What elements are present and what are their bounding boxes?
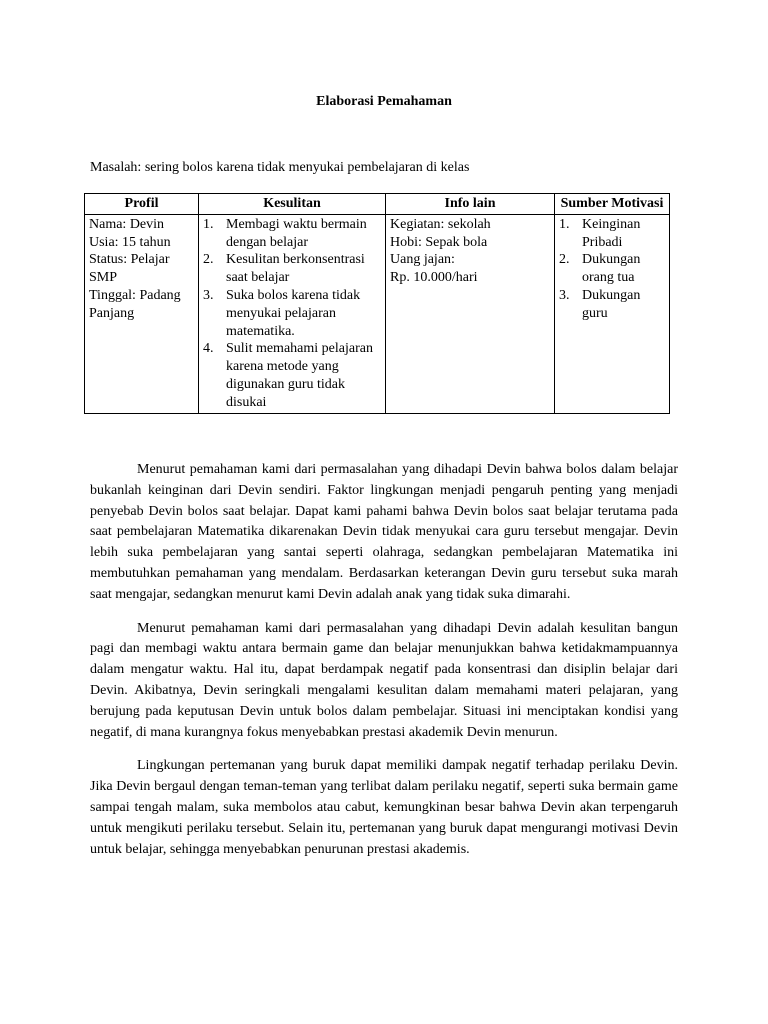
list-item-text: Membagi waktu bermain dengan belajar [226,216,367,250]
profil-line: Usia: 15 tahun [89,234,171,250]
list-item-text: Suka bolos karena tidak menyukai pelajaran matematika. [226,287,361,339]
list-item-text: Keinginan Pribadi [582,216,641,250]
info-line: Uang jajan: [390,252,455,268]
header-kesulitan: Kesulitan [199,194,386,215]
list-number: 4. [203,341,214,357]
header-sumber-motivasi: Sumber Motivasi [555,194,670,215]
profile-table [84,193,670,414]
list-item [203,216,381,252]
list-item-text: Sulit memahami pelajaran karena metode yang digunakan guru tidak disukai [226,341,373,410]
info-line: Kegiatan: sekolah [390,216,491,232]
list-item [203,340,381,411]
body-text [90,460,678,873]
kesulitan-list [203,216,381,412]
paragraph-2: Menurut pemahaman kami dari permasalahan yang dihadapi Devin adalah kesulitan bangun pagi dan membagi waktu antara bermain game dan belajar menunjukkan bahwa ketidakmampuannya dalam mengatur waktu. Hal itu, dapat berdampak negatif pada konsentrasi dan disiplin belajar dari Devin. Akibatnya, Devin seringkali mengalami kesulitan dalam memahami materi pelajaran, yang berujung pada keputusan Devin untuk bolos dalam pembelajar. Situasi ini menciptakan kondisi yang negatif, di mana kurangnya fokus menyebabkan prestasi akademik Devin menurun. [90,620,678,740]
list-item-text: Dukungan orang tua [582,252,641,286]
cell-sumber-motivasi [555,214,670,413]
list-item [203,251,381,287]
list-item [559,216,665,252]
info-line: Rp. 10.000/hari [390,270,478,286]
list-number: 2. [559,252,570,268]
info-line: Hobi: Sepak bola [390,234,488,250]
cell-info-lain [386,214,555,413]
list-number: 1. [559,216,570,232]
profil-line: Nama: Devin [89,216,165,232]
list-number: 3. [559,287,570,303]
list-item-text: Dukungan guru [582,287,641,321]
paragraph-1: Menurut pemahaman kami dari permasalahan yang dihadapi Devin bahwa bolos dalam belajar bukanlah keinginan dari Devin sendiri. Faktor lingkungan menjadi pengaruh penting yang menjadi penyebab Devin bolos saat belajar. Dapat kami pahami bahwa Devin bolos saat belajar terutama pada saat pembelajaran Matematika dikarenakan Devin tidak menyukai cara guru tersebut mengajar. Devin lebih suka pembelajaran yang santai seperti olahraga, sedangkan pembelajaran Matematika ini membutuhkan pemahaman yang mendalam. Berdasarkan keterangan Devin guru tersebut suka marah saat mengajar, sedangkan menurut kami Devin adalah anak yang tidak suka dimarahi. [90,462,678,602]
problem-statement: Masalah: sering bolos karena tidak menyukai pembelajaran di kelas [90,160,470,175]
list-item-text: Kesulitan berkonsentrasi saat belajar [226,252,365,286]
list-item [559,287,665,323]
list-item [203,287,381,340]
list-item [559,251,665,287]
list-number: 1. [203,216,214,232]
header-info-lain: Info lain [386,194,555,215]
table-header-row [85,194,670,215]
profil-line: Panjang [89,305,135,321]
document-title: Elaborasi Pemahaman [316,94,452,109]
table-row [85,214,670,413]
cell-kesulitan [199,214,386,413]
header-profil: Profil [85,194,199,215]
profil-line: SMP [89,270,118,286]
profil-line: Status: Pelajar [89,252,170,268]
list-number: 3. [203,287,214,303]
paragraph-3: Lingkungan pertemanan yang buruk dapat memiliki dampak negatif terhadap perilaku Devin. Jika Devin bergaul dengan teman-teman yang terlibat dalam perilaku negatif, seperti suka bermain game sampai tengah malam, suka membolos atau cabut, kemungkinan besar bahwa Devin akan terpengaruh untuk mengikuti perilaku tersebut. Selain itu, pertemanan yang buruk dapat mengurangi motivasi Devin untuk belajar, sehingga menyebabkan penurunan prestasi akademis. [90,758,678,857]
cell-profil [85,214,199,413]
profil-line: Tinggal: Padang [89,287,181,303]
motivasi-list [559,216,665,323]
list-number: 2. [203,252,214,268]
